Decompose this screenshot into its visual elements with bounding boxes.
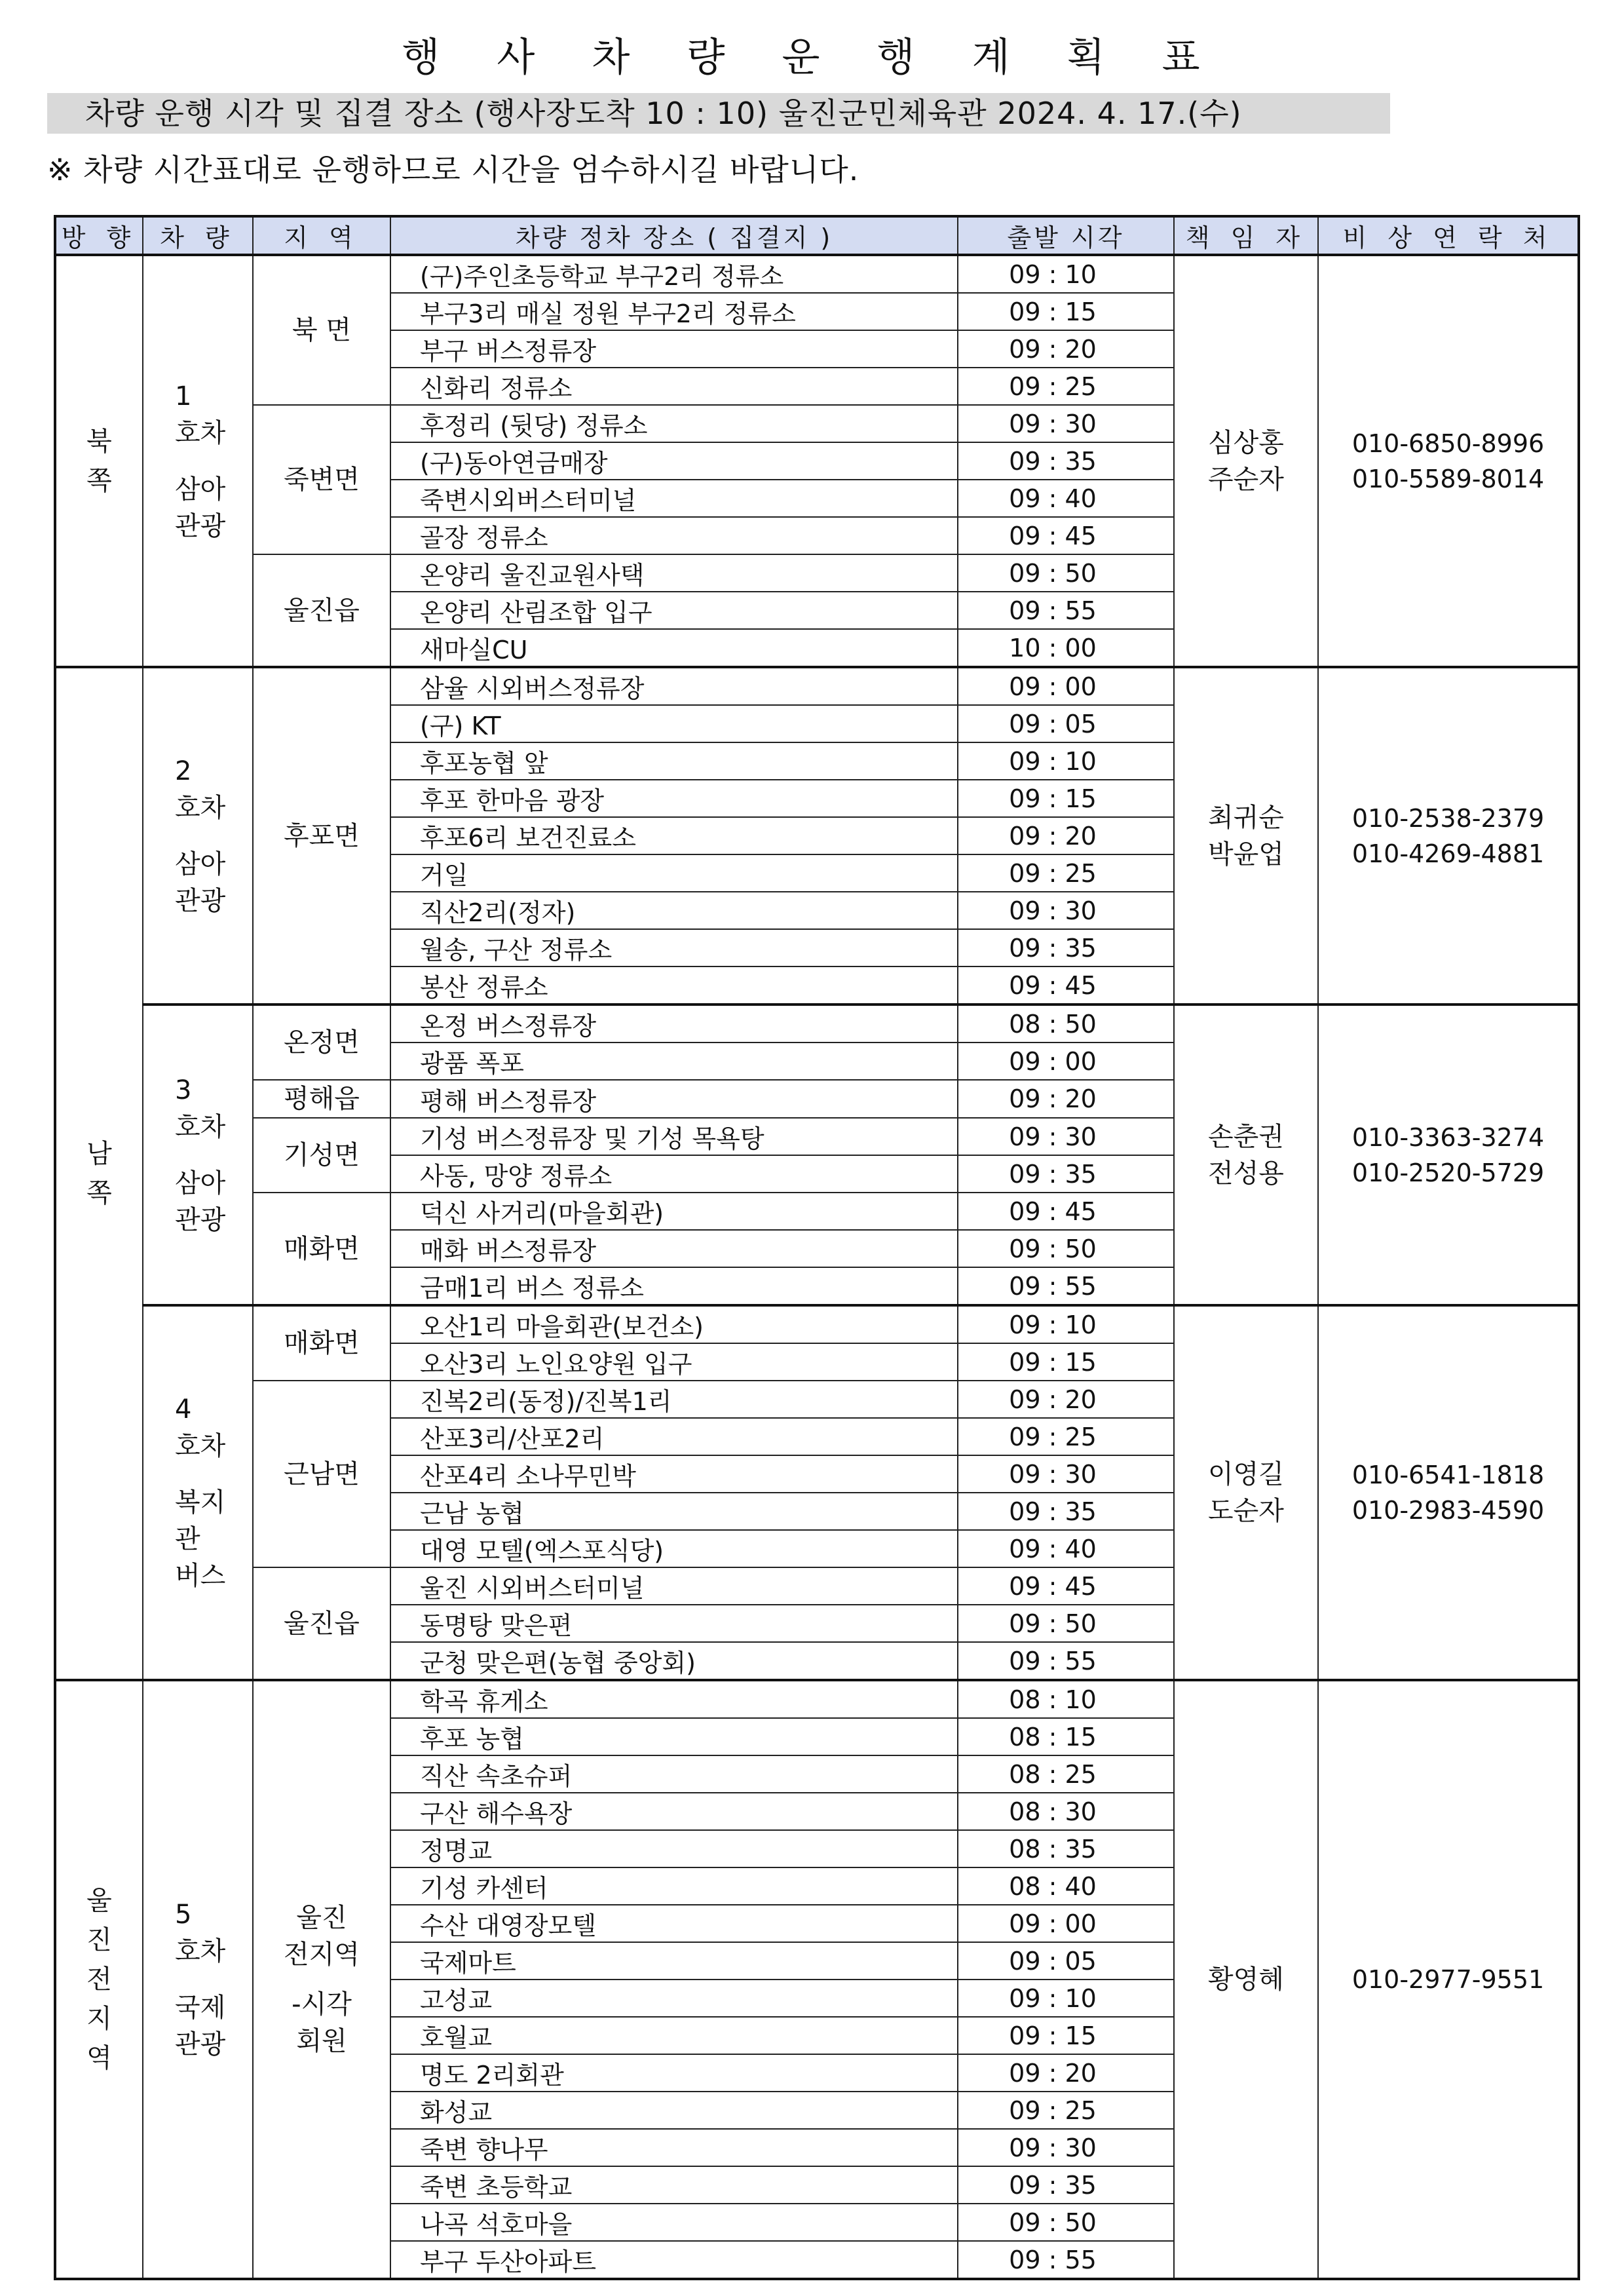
table-row <box>55 1305 1579 1343</box>
table-header-row <box>55 216 1579 255</box>
stop-name: 죽변시외버스터미널 <box>390 480 958 517</box>
departure-time: 09 : 25 <box>958 1418 1174 1455</box>
stop-name: 호월교 <box>390 2017 958 2054</box>
departure-time: 09 : 55 <box>958 1642 1174 1680</box>
departure-time: 09 : 15 <box>958 293 1174 330</box>
stop-name: 덕신 사거리(마을회관) <box>390 1193 958 1230</box>
stop-name: 기성 카센터 <box>390 1867 958 1905</box>
departure-time: 09 : 15 <box>958 780 1174 817</box>
departure-time: 08 : 25 <box>958 1755 1174 1793</box>
stop-name: 화성교 <box>390 2092 958 2129</box>
table-row <box>55 1004 1579 1043</box>
direction-south: 남쪽 <box>55 667 143 1680</box>
departure-time: 09 : 10 <box>958 742 1174 780</box>
stop-name: 후정리 (뒷당) 정류소 <box>390 405 958 442</box>
departure-time: 09 : 30 <box>958 405 1174 442</box>
stop-name: 직산2리(정자) <box>390 892 958 929</box>
manager-cell: 심상홍 주순자 <box>1174 255 1318 667</box>
stop-name: 오산3리 노인요양원 입구 <box>390 1343 958 1381</box>
vehicle-2: 2 호차 삼아 관광 <box>143 667 253 1004</box>
departure-time: 08 : 35 <box>958 1830 1174 1867</box>
stop-name: 후포 농협 <box>390 1718 958 1755</box>
direction-uljin-all: 울진전지역 <box>55 1680 143 2279</box>
table-row <box>55 667 1579 705</box>
stop-name: 삼율 시외버스정류장 <box>390 667 958 705</box>
stop-name: 진복2리(동정)/진복1리 <box>390 1381 958 1418</box>
manager-cell: 이영길 도순자 <box>1174 1305 1318 1680</box>
header-vehicle: 차 량 <box>143 216 253 255</box>
departure-time: 09 : 55 <box>958 1267 1174 1305</box>
departure-time: 08 : 30 <box>958 1793 1174 1830</box>
stop-name: 후포 한마음 광장 <box>390 780 958 817</box>
region-cell: 북 면 <box>253 255 390 405</box>
stop-name: 봉산 정류소 <box>390 966 958 1004</box>
stop-name: 거일 <box>390 854 958 892</box>
stop-name: 구산 해수욕장 <box>390 1793 958 1830</box>
stop-name: 온양리 울진교원사택 <box>390 554 958 592</box>
departure-time: 09 : 50 <box>958 1230 1174 1267</box>
region-cell: 기성면 <box>253 1118 390 1193</box>
header-time: 출발 시각 <box>958 216 1174 255</box>
region-cell: 후포면 <box>253 667 390 1004</box>
stop-name: 금매1리 버스 정류소 <box>390 1267 958 1305</box>
stop-name: 신화리 정류소 <box>390 368 958 405</box>
stop-name: 부구 버스정류장 <box>390 330 958 368</box>
stop-name: 후포6리 보건진료소 <box>390 817 958 854</box>
stop-name: 대영 모텔(엑스포식당) <box>390 1530 958 1567</box>
departure-time: 09 : 45 <box>958 517 1174 554</box>
departure-time: 09 : 35 <box>958 929 1174 966</box>
stop-name: 동명탕 맞은편 <box>390 1605 958 1642</box>
region-cell: 온정면 <box>253 1004 390 1080</box>
region-cell: 매화면 <box>253 1193 390 1305</box>
departure-time: 09 : 45 <box>958 1567 1174 1605</box>
departure-time: 09 : 55 <box>958 2241 1174 2279</box>
stop-name: 군청 맞은편(농협 중앙회) <box>390 1642 958 1680</box>
region-cell: 매화면 <box>253 1305 390 1381</box>
vehicle-4: 4 호차 복지 관 버스 <box>143 1305 253 1680</box>
header-region: 지 역 <box>253 216 390 255</box>
table-row <box>55 1680 1579 1718</box>
stop-name: (구)주인초등학교 부구2리 정류소 <box>390 255 958 293</box>
header-direction: 방 향 <box>55 216 143 255</box>
departure-time: 09 : 30 <box>958 2129 1174 2166</box>
stop-name: 울진 시외버스터미널 <box>390 1567 958 1605</box>
departure-time: 09 : 20 <box>958 330 1174 368</box>
region-cell: 죽변면 <box>253 405 390 554</box>
header-stop: 차량 정차 장소 ( 집결지 ) <box>390 216 958 255</box>
departure-time: 08 : 10 <box>958 1680 1174 1718</box>
stop-name: 부구 두산아파트 <box>390 2241 958 2279</box>
table-row <box>55 255 1579 293</box>
departure-time: 09 : 30 <box>958 1455 1174 1493</box>
stop-name: 직산 속초슈퍼 <box>390 1755 958 1793</box>
departure-time: 09 : 40 <box>958 1530 1174 1567</box>
departure-time: 09 : 20 <box>958 1381 1174 1418</box>
stop-name: 새마실CU <box>390 629 958 667</box>
departure-time: 09 : 40 <box>958 480 1174 517</box>
stop-name: (구)동아연금매장 <box>390 442 958 480</box>
departure-time: 09 : 30 <box>958 1118 1174 1155</box>
stop-name: 근남 농협 <box>390 1493 958 1530</box>
stop-name: 산포4리 소나무민박 <box>390 1455 958 1493</box>
schedule-subtitle: 차량 운행 시각 및 집결 장소 (행사장도착 10 : 10) 울진군민체육관 2024. 4. 17.(수) <box>47 93 1390 134</box>
departure-time: 09 : 45 <box>958 966 1174 1004</box>
departure-time: 09 : 35 <box>958 1155 1174 1193</box>
vehicle-3: 3 호차 삼아 관광 <box>143 1004 253 1305</box>
departure-time: 09 : 20 <box>958 2054 1174 2092</box>
departure-time: 09 : 25 <box>958 854 1174 892</box>
stop-name: 온양리 산림조합 입구 <box>390 592 958 629</box>
manager-cell: 최귀순 박윤업 <box>1174 667 1318 1004</box>
page-title: 행 사 차 량 운 행 계 획 표 <box>402 35 1222 81</box>
region-cell: 근남면 <box>253 1381 390 1567</box>
stop-name: 월송, 구산 정류소 <box>390 929 958 966</box>
vehicle-1: 1 호차 삼아 관광 <box>143 255 253 667</box>
departure-time: 09 : 35 <box>958 2166 1174 2204</box>
departure-time: 09 : 55 <box>958 592 1174 629</box>
stop-name: 나곡 석호마을 <box>390 2204 958 2241</box>
region-cell: 울진읍 <box>253 554 390 667</box>
contact-cell: 010-6541-1818 010-2983-4590 <box>1318 1305 1579 1680</box>
stop-name: 정명교 <box>390 1830 958 1867</box>
departure-time: 09 : 50 <box>958 1605 1174 1642</box>
stop-name: 국제마트 <box>390 1942 958 1980</box>
departure-time: 08 : 40 <box>958 1867 1174 1905</box>
departure-time: 09 : 45 <box>958 1193 1174 1230</box>
departure-time: 09 : 10 <box>958 255 1174 293</box>
contact-cell: 010-2538-2379 010-4269-4881 <box>1318 667 1579 1004</box>
departure-time: 09 : 50 <box>958 554 1174 592</box>
notice-text: ※ 차량 시간표대로 운행하므로 시간을 엄수하시길 바랍니다. <box>47 152 859 187</box>
departure-time: 09 : 50 <box>958 2204 1174 2241</box>
departure-time: 09 : 20 <box>958 1080 1174 1118</box>
stop-name: 고성교 <box>390 1980 958 2017</box>
stop-name: 기성 버스정류장 및 기성 목욕탕 <box>390 1118 958 1155</box>
departure-time: 09 : 05 <box>958 705 1174 742</box>
departure-time: 09 : 05 <box>958 1942 1174 1980</box>
stop-name: 학곡 휴게소 <box>390 1680 958 1718</box>
region-cell: 평해읍 <box>253 1080 390 1118</box>
departure-time: 09 : 15 <box>958 1343 1174 1381</box>
stop-name: 죽변 초등학교 <box>390 2166 958 2204</box>
stop-name: 매화 버스정류장 <box>390 1230 958 1267</box>
manager-cell: 손춘권 전성용 <box>1174 1004 1318 1305</box>
contact-cell: 010-3363-3274 010-2520-5729 <box>1318 1004 1579 1305</box>
manager-cell: 황영혜 <box>1174 1680 1318 2279</box>
stop-name: 오산1리 마을회관(보건소) <box>390 1305 958 1343</box>
stop-name: 산포3리/산포2리 <box>390 1418 958 1455</box>
vehicle-5: 5 호차 국제 관광 <box>143 1680 253 2279</box>
stop-name: 사동, 망양 정류소 <box>390 1155 958 1193</box>
departure-time: 09 : 25 <box>958 2092 1174 2129</box>
departure-time: 08 : 50 <box>958 1004 1174 1043</box>
stop-name: (구) KT <box>390 705 958 742</box>
stop-name: 수산 대영장모텔 <box>390 1905 958 1942</box>
region-cell: 울진읍 <box>253 1567 390 1680</box>
stop-name: 부구3리 매실 정원 부구2리 정류소 <box>390 293 958 330</box>
header-contact: 비 상 연 락 처 <box>1318 216 1579 255</box>
contact-cell: 010-2977-9551 <box>1318 1680 1579 2279</box>
departure-time: 09 : 10 <box>958 1980 1174 2017</box>
departure-time: 09 : 00 <box>958 667 1174 705</box>
stop-name: 평해 버스정류장 <box>390 1080 958 1118</box>
departure-time: 09 : 20 <box>958 817 1174 854</box>
departure-time: 09 : 35 <box>958 442 1174 480</box>
departure-time: 09 : 00 <box>958 1043 1174 1080</box>
stop-name: 골장 정류소 <box>390 517 958 554</box>
stop-name: 명도 2리회관 <box>390 2054 958 2092</box>
departure-time: 09 : 25 <box>958 368 1174 405</box>
departure-time: 08 : 15 <box>958 1718 1174 1755</box>
contact-cell: 010-6850-8996 010-5589-8014 <box>1318 255 1579 667</box>
departure-time: 09 : 00 <box>958 1905 1174 1942</box>
schedule-table <box>54 215 1580 2280</box>
departure-time: 09 : 15 <box>958 2017 1174 2054</box>
header-manager: 책 임 자 <box>1174 216 1318 255</box>
direction-north: 북쪽 <box>55 255 143 667</box>
stop-name: 온정 버스정류장 <box>390 1004 958 1043</box>
stop-name: 후포농협 앞 <box>390 742 958 780</box>
departure-time: 09 : 30 <box>958 892 1174 929</box>
stop-name: 죽변 향나무 <box>390 2129 958 2166</box>
departure-time: 10 : 00 <box>958 629 1174 667</box>
region-cell: 울진 전지역 -시각 회원 <box>253 1680 390 2279</box>
stop-name: 광품 폭포 <box>390 1043 958 1080</box>
departure-time: 09 : 35 <box>958 1493 1174 1530</box>
departure-time: 09 : 10 <box>958 1305 1174 1343</box>
